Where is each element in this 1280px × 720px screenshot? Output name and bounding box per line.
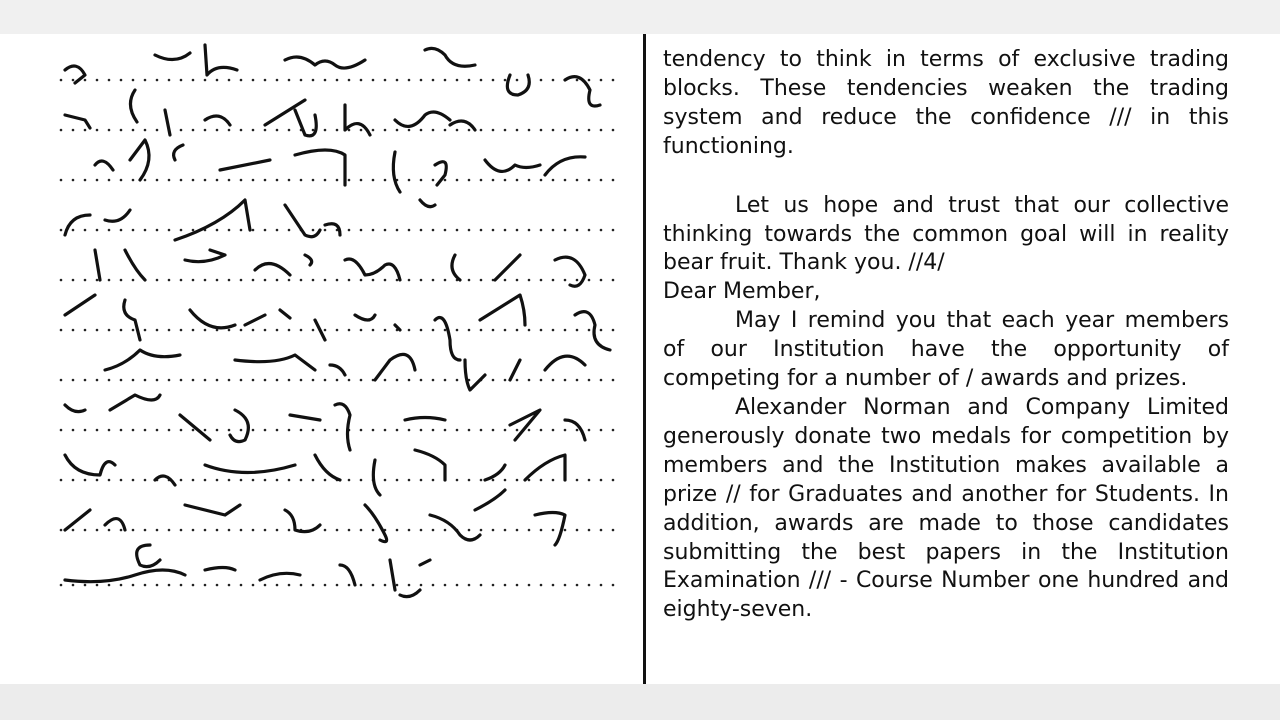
shorthand-stroke — [110, 395, 160, 410]
shorthand-stroke — [315, 320, 325, 340]
shorthand-stroke — [420, 560, 430, 565]
shorthand-stroke — [124, 300, 140, 340]
shorthand-stroke — [400, 590, 420, 597]
shorthand-stroke — [130, 90, 137, 122]
salutation: Dear Member, — [663, 279, 821, 305]
shorthand-stroke — [507, 75, 529, 95]
transcript-column — [663, 46, 1229, 625]
shorthand-stroke — [435, 318, 460, 361]
shorthand-stroke — [190, 310, 235, 328]
shorthand-stroke — [415, 450, 445, 480]
shorthand-stroke — [365, 505, 387, 542]
shorthand-stroke — [65, 295, 95, 315]
shorthand-stroke — [65, 66, 85, 83]
column-divider — [643, 34, 646, 684]
shorthand-stroke — [205, 465, 295, 473]
top-margin — [0, 0, 1280, 34]
bottom-margin — [0, 684, 1280, 720]
shorthand-stroke — [510, 410, 540, 440]
shorthand-stroke — [335, 404, 350, 450]
shorthand-stroke — [290, 415, 320, 420]
shorthand-stroke — [395, 112, 450, 126]
shorthand-stroke — [340, 565, 355, 585]
shorthand-stroke — [180, 415, 210, 440]
transcript-paragraph: tendency to think in terms of exclusive trading blocks. These tendencies weaken the trading system and reduce the confidence /// in this functioning. — [663, 47, 1229, 159]
shorthand-stroke — [255, 264, 290, 275]
shorthand-stroke — [95, 161, 113, 170]
shorthand-stroke — [545, 356, 585, 370]
shorthand-stroke — [480, 295, 525, 325]
shorthand-stroke — [65, 215, 90, 235]
transcript-paragraph: May I remind you that each year members of our Institution have the opportunity of competing for a number of / awards and prizes. — [663, 308, 1229, 392]
shorthand-stroke — [260, 573, 300, 580]
shorthand-stroke — [565, 420, 585, 440]
shorthand-stroke — [137, 545, 160, 567]
shorthand-stroke — [174, 145, 183, 160]
shorthand-stroke — [355, 315, 375, 320]
shorthand-stroke — [373, 460, 380, 495]
shorthand-stroke — [245, 315, 265, 325]
shorthand-stroke — [205, 116, 230, 125]
shorthand-stroke — [95, 250, 100, 280]
shorthand-stroke — [65, 455, 115, 475]
shorthand-stroke — [485, 465, 505, 480]
shorthand-stroke — [435, 162, 446, 185]
shorthand-stroke — [565, 77, 600, 106]
shorthand-stroke — [535, 513, 565, 546]
shorthand-stroke — [405, 418, 445, 421]
shorthand-stroke — [155, 53, 190, 60]
shorthand-stroke — [285, 510, 320, 532]
transcript-paragraph: Alexander Norman and Company Limited generously donate two medals for competition by members and the Institution makes available a prize // for Graduates and another for Students. In addition, awards are made to those candidates submitting the best papers in the Institution Examination /// - Course Number one hundred and eighty-seven. — [663, 394, 1229, 623]
shorthand-stroke — [485, 160, 540, 171]
shorthand-stroke — [235, 355, 315, 370]
shorthand-stroke — [425, 48, 475, 66]
shorthand-stroke — [545, 157, 585, 175]
shorthand-stroke — [185, 250, 225, 262]
shorthand-stroke — [315, 455, 340, 480]
shorthand-stroke — [205, 45, 237, 75]
shorthand-stroke — [575, 312, 610, 350]
shorthand-stroke — [430, 515, 480, 540]
shorthand-stroke — [510, 360, 520, 380]
shorthand-stroke — [65, 115, 90, 128]
shorthand-stroke — [465, 360, 485, 390]
shorthand-stroke — [285, 205, 320, 237]
shorthand-stroke — [65, 570, 185, 582]
shorthand-stroke — [390, 560, 395, 590]
shorthand-stroke — [325, 224, 340, 235]
shorthand-stroke — [130, 140, 149, 180]
shorthand-stroke — [393, 152, 400, 192]
shorthand-stroke — [285, 57, 365, 68]
shorthand-stroke — [105, 210, 130, 221]
shorthand-stroke — [452, 255, 460, 280]
shorthand-stroke — [450, 121, 475, 130]
shorthand-stroke — [105, 519, 125, 530]
shorthand-stroke — [375, 354, 415, 380]
shorthand-stroke — [475, 490, 505, 510]
shorthand-stroke — [495, 255, 520, 280]
transcript-paragraph: Let us hope and trust that our collective thinking towards the common goal will in reality bear fruit. Thank you. //4/ — [663, 192, 1229, 276]
shorthand-stroke — [105, 350, 180, 370]
shorthand-stroke — [295, 110, 316, 136]
shorthand-stroke — [205, 568, 235, 571]
shorthand-outlines — [55, 40, 625, 610]
shorthand-stroke — [165, 110, 170, 135]
shorthand-stroke — [65, 405, 85, 412]
shorthand-stroke — [125, 250, 145, 280]
shorthand-stroke — [555, 257, 585, 286]
shorthand-panel — [55, 40, 625, 610]
shorthand-stroke — [220, 160, 270, 170]
shorthand-stroke — [420, 200, 435, 207]
shorthand-stroke — [65, 510, 90, 530]
shorthand-stroke — [175, 200, 250, 240]
shorthand-stroke — [280, 310, 290, 318]
shorthand-stroke — [305, 255, 312, 265]
shorthand-stroke — [525, 455, 565, 480]
shorthand-stroke — [330, 365, 345, 375]
shorthand-stroke — [395, 325, 400, 330]
shorthand-stroke — [230, 410, 248, 442]
shorthand-stroke — [345, 259, 400, 280]
shorthand-stroke — [185, 505, 240, 515]
